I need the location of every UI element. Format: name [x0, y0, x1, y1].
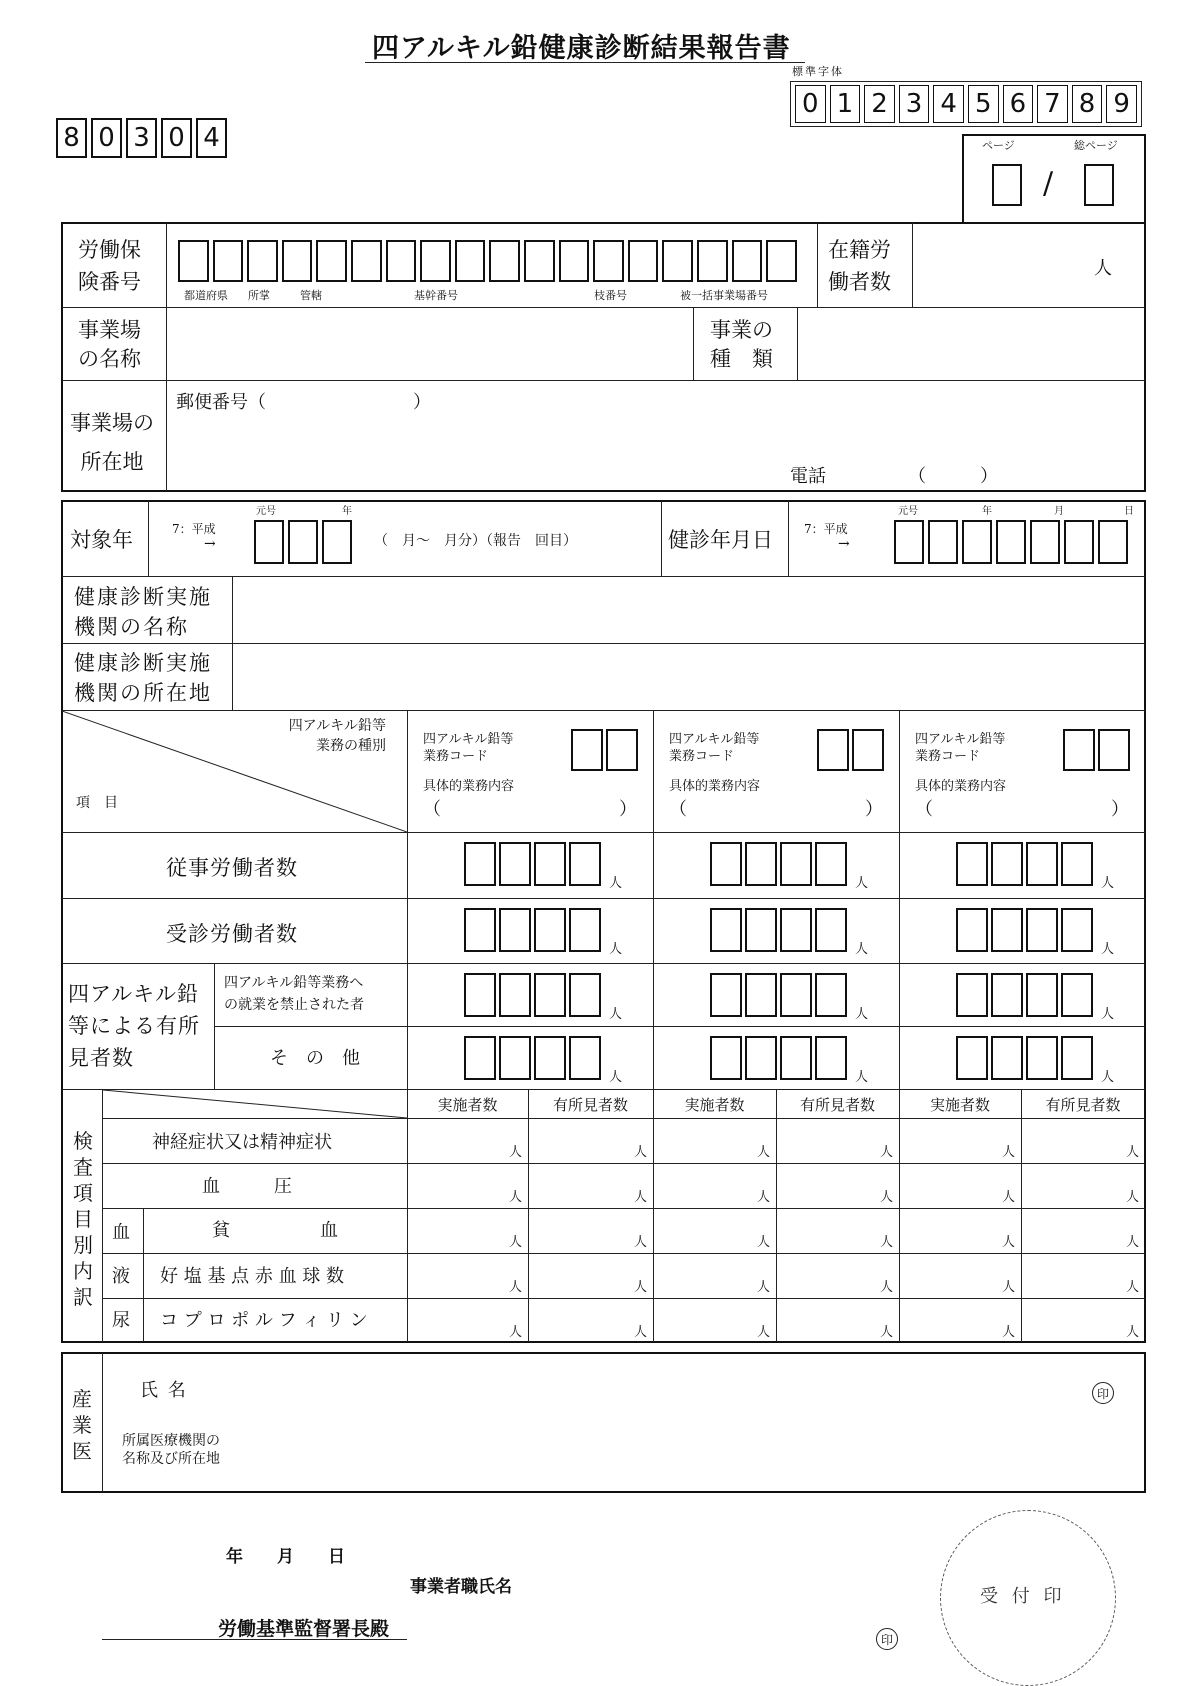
count-digit-box[interactable]: [956, 1036, 988, 1080]
detail-paren-open: （: [669, 799, 687, 820]
work-code-label: 四アルキル鉛等 業務コード: [423, 732, 514, 764]
era-small-label-2: 元号: [898, 506, 918, 517]
items-side-label: 検査項目別内訳: [73, 1129, 93, 1309]
form-title: 四アルキル鉛健康診断結果報告書: [372, 33, 791, 64]
count-digit-box[interactable]: [464, 1036, 496, 1080]
divider: [102, 1353, 103, 1492]
divider: [232, 576, 233, 710]
insurance-number-field[interactable]: [178, 240, 797, 282]
count-digit-box[interactable]: [780, 973, 812, 1017]
item-count-cell[interactable]: [528, 1208, 653, 1252]
person-unit: 人: [609, 1070, 623, 1085]
count-digit-box[interactable]: [1026, 973, 1058, 1017]
row-label-anemia: 貧 血: [212, 1220, 338, 1241]
item-count-cell[interactable]: [528, 1298, 653, 1342]
divider: [788, 501, 789, 576]
item-count-cell[interactable]: [407, 1163, 528, 1207]
person-unit: 人: [508, 1235, 522, 1250]
divider: [148, 501, 149, 576]
col-header: 実施者数: [929, 1096, 990, 1114]
count-digit-box[interactable]: [464, 842, 496, 886]
exam-date-field[interactable]: [894, 520, 1128, 564]
count-digit-box[interactable]: [956, 842, 988, 886]
col-header: 有所見者数: [799, 1096, 875, 1114]
institution-address-field[interactable]: [234, 645, 1144, 709]
insurance-digit-box[interactable]: [455, 240, 486, 282]
prohibited-count-field[interactable]: [464, 973, 601, 1017]
work-code-box[interactable]: [1098, 729, 1130, 771]
count-digit-box[interactable]: [569, 908, 601, 952]
std-digit: 2: [864, 85, 895, 123]
count-digit-box[interactable]: [569, 973, 601, 1017]
insurance-digit-box[interactable]: [697, 240, 728, 282]
phone-field[interactable]: （ ）: [908, 466, 998, 487]
item-count-cell[interactable]: [776, 1298, 899, 1342]
item-count-cell[interactable]: [1021, 1298, 1145, 1342]
insurance-digit-box[interactable]: [559, 240, 590, 282]
person-unit: 人: [855, 942, 869, 957]
count-digit-box[interactable]: [1026, 842, 1058, 886]
person-unit: 人: [756, 1190, 770, 1205]
count-digit-box[interactable]: [710, 908, 742, 952]
count-digit-box[interactable]: [1061, 842, 1093, 886]
count-digit-box[interactable]: [991, 1036, 1023, 1080]
workers-label: 在籍労 働者数: [828, 238, 891, 294]
item-count-cell[interactable]: [653, 1163, 776, 1207]
divider: [214, 963, 215, 1089]
postal-code-field[interactable]: [265, 388, 410, 410]
workers-count-field[interactable]: [914, 224, 1094, 306]
count-digit-box[interactable]: [499, 908, 531, 952]
item-count-cell[interactable]: [899, 1118, 1021, 1162]
institution-address-label: 健康診断実施 機関の所在地: [74, 651, 212, 705]
doctor-side-label: 産業医: [72, 1387, 92, 1463]
item-count-cell[interactable]: [528, 1163, 653, 1207]
address-field[interactable]: [170, 414, 1130, 456]
prohibited-label: 四アルキル鉛等業務へ の就業を禁止された者: [224, 975, 364, 1013]
exam-date-label: 健診年月日: [668, 528, 773, 552]
year-digit-box[interactable]: [254, 520, 284, 564]
count-digit-box[interactable]: [534, 908, 566, 952]
item-count-cell[interactable]: [407, 1253, 528, 1297]
person-unit: 人: [633, 1325, 647, 1340]
insurance-digit-box[interactable]: [247, 240, 278, 282]
item-count-cell[interactable]: [1021, 1163, 1145, 1207]
form-code-digit: 0: [91, 118, 122, 158]
person-unit: 人: [508, 1190, 522, 1205]
person-unit: 人: [879, 1325, 893, 1340]
work-code-label: 四アルキル鉛等 業務コード: [915, 732, 1006, 764]
business-type-label: 事業の 種 類: [710, 318, 773, 371]
divider: [143, 1208, 144, 1342]
urine-label: 尿: [112, 1310, 130, 1331]
engaged-count-field[interactable]: [710, 842, 847, 886]
other-count-field[interactable]: [956, 1036, 1093, 1080]
std-digit: 3: [899, 85, 930, 123]
insurance-digit-box[interactable]: [732, 240, 763, 282]
std-digit: 1: [830, 85, 861, 123]
person-unit: 人: [633, 1190, 647, 1205]
count-digit-box[interactable]: [1061, 908, 1093, 952]
item-count-cell[interactable]: [653, 1208, 776, 1252]
workplace-name-field[interactable]: [168, 309, 692, 379]
item-count-cell[interactable]: [407, 1298, 528, 1342]
person-unit: 人: [633, 1280, 647, 1295]
person-unit: 人: [756, 1145, 770, 1160]
examined-label: 受診労働者数: [166, 922, 298, 946]
date-digit-box[interactable]: [996, 520, 1026, 564]
day-small-label: 日: [1124, 506, 1134, 517]
row-label-coproporphyrin: コ プ ロ ポ ル フ ィ リ ン: [160, 1310, 368, 1331]
work-code-box[interactable]: [852, 729, 884, 771]
affiliation-field[interactable]: [250, 1430, 1130, 1478]
detail-label: 具体的業務内容: [423, 779, 515, 794]
person-unit: 人: [1125, 1235, 1139, 1250]
item-count-cell[interactable]: [1021, 1118, 1145, 1162]
insurance-digit-box[interactable]: [628, 240, 659, 282]
era-label-2: 7：平成: [804, 522, 848, 536]
arrow-2: →: [838, 536, 850, 552]
person-unit: 人: [756, 1280, 770, 1295]
item-count-cell[interactable]: [899, 1298, 1021, 1342]
insurance-digit-box[interactable]: [593, 240, 624, 282]
count-digit-box[interactable]: [991, 973, 1023, 1017]
other-count-field[interactable]: [710, 1036, 847, 1080]
std-digit: 8: [1072, 85, 1103, 123]
count-digit-box[interactable]: [815, 842, 847, 886]
examined-count-field[interactable]: [710, 908, 847, 952]
item-count-cell[interactable]: [776, 1253, 899, 1297]
person-unit: 人: [1101, 876, 1115, 891]
insurance-digit-box[interactable]: [178, 240, 209, 282]
divider: [693, 307, 694, 380]
date-digit-box[interactable]: [1064, 520, 1094, 564]
item-count-cell[interactable]: [407, 1208, 528, 1252]
work-code-box[interactable]: [571, 729, 603, 771]
person-unit: 人: [756, 1325, 770, 1340]
item-count-cell[interactable]: [528, 1118, 653, 1162]
divider: [166, 223, 167, 491]
insurance-digit-box[interactable]: [282, 240, 313, 282]
item-count-cell[interactable]: [528, 1253, 653, 1297]
date-digit-box[interactable]: [928, 520, 958, 564]
insurance-sublabels: 都道府県 所掌 管轄 基幹番号 枝番号 被一括事業場番号: [184, 289, 768, 302]
divider: [102, 1089, 103, 1342]
count-digit-box[interactable]: [815, 973, 847, 1017]
count-digit-box[interactable]: [710, 973, 742, 1017]
count-digit-box[interactable]: [499, 842, 531, 886]
person-unit: 人: [508, 1280, 522, 1295]
office-label: 労働基準監督署長殿: [218, 1618, 390, 1640]
item-count-cell[interactable]: [776, 1163, 899, 1207]
std-font-label: 標準字体: [792, 65, 844, 78]
item-count-cell[interactable]: [776, 1118, 899, 1162]
count-digit-box[interactable]: [991, 908, 1023, 952]
person-unit: 人: [1125, 1190, 1139, 1205]
insurance-digit-box[interactable]: [662, 240, 693, 282]
person-unit: 人: [1101, 1007, 1115, 1022]
blood-label-1: 血: [112, 1222, 130, 1243]
form-code-digit: 8: [56, 118, 87, 158]
person-unit: 人: [1001, 1325, 1015, 1340]
insurance-digit-box[interactable]: [524, 240, 555, 282]
phone-label: 電話: [790, 466, 826, 487]
insurance-label: 労働保 険番号: [78, 238, 141, 294]
title-underline: [365, 62, 805, 63]
doctor-name-label: 氏 名: [140, 1380, 188, 1401]
divider: [797, 307, 798, 380]
divider: [817, 223, 818, 307]
count-digit-box[interactable]: [780, 842, 812, 886]
other-count-field[interactable]: [464, 1036, 601, 1080]
person-unit: 人: [1001, 1280, 1015, 1295]
std-digit: 4: [933, 85, 964, 123]
findings-label: 四アルキル鉛 等による有所 見者数: [68, 982, 200, 1070]
divider: [62, 576, 1145, 577]
person-unit: 人: [609, 942, 623, 957]
count-digit-box[interactable]: [956, 973, 988, 1017]
row-label-bp: 血 圧: [202, 1176, 292, 1197]
person-unit: 人: [609, 1007, 623, 1022]
person-unit: 人: [1125, 1325, 1139, 1340]
examined-count-field[interactable]: [464, 908, 601, 952]
person-unit: 人: [879, 1280, 893, 1295]
person-unit: 人: [1101, 942, 1115, 957]
insurance-digit-box[interactable]: [766, 240, 797, 282]
postal-close: ）: [413, 392, 431, 413]
employer-name-label: 事業者職氏名: [410, 1577, 512, 1597]
std-digits: [790, 81, 1142, 127]
institution-name-label: 健康診断実施 機関の名称: [74, 585, 212, 639]
page-number-field[interactable]: [992, 164, 1022, 206]
count-digit-box[interactable]: [1061, 1036, 1093, 1080]
arrow: →: [204, 536, 216, 552]
form-code: [56, 118, 227, 158]
col-header: 有所見者数: [552, 1096, 628, 1114]
detail-label: 具体的業務内容: [669, 779, 761, 794]
examined-count-field[interactable]: [956, 908, 1093, 952]
detail-field[interactable]: [695, 795, 855, 821]
detail-paren-close: ）: [619, 799, 637, 820]
count-digit-box[interactable]: [991, 842, 1023, 886]
person-unit: 人: [855, 876, 869, 891]
prohibited-count-field[interactable]: [956, 973, 1093, 1017]
person-unit: 人: [1001, 1145, 1015, 1160]
insurance-digit-box[interactable]: [316, 240, 347, 282]
year-small-label: 年: [342, 506, 352, 517]
engaged-label: 従事労働者数: [166, 856, 298, 880]
divider: [661, 501, 662, 576]
row-label-neuro: 神経症状又は精神症状: [152, 1132, 332, 1153]
detail-field[interactable]: [449, 795, 609, 821]
item-count-cell[interactable]: [899, 1163, 1021, 1207]
detail-paren-open: （: [423, 799, 441, 820]
count-digit-box[interactable]: [956, 908, 988, 952]
month-small-label: 月: [1054, 506, 1064, 517]
std-digit: 9: [1106, 85, 1137, 123]
receipt-stamp-label: 受 付 印: [980, 1586, 1066, 1607]
detail-paren-close: ）: [1111, 799, 1129, 820]
count-digit-box[interactable]: [780, 908, 812, 952]
insurance-digit-box[interactable]: [351, 240, 382, 282]
doctor-name-field[interactable]: [200, 1370, 1080, 1404]
divider: [62, 380, 1145, 381]
col-header: 有所見者数: [1045, 1096, 1121, 1114]
divider: [912, 223, 913, 307]
target-year-label: 対象年: [70, 528, 133, 552]
page-label: ページ: [982, 139, 1015, 152]
person-unit: 人: [1101, 1070, 1115, 1085]
detail-label: 具体的業務内容: [915, 779, 1007, 794]
era-small-label: 元号: [256, 506, 276, 517]
person-unit: 人: [1125, 1145, 1139, 1160]
postal-label: 郵便番号（: [176, 392, 266, 413]
col-header: 実施者数: [684, 1096, 745, 1114]
insurance-digit-box[interactable]: [386, 240, 417, 282]
row-label-basophil: 好 塩 基 点 赤 血 球 数: [160, 1266, 345, 1287]
item-count-cell[interactable]: [899, 1208, 1021, 1252]
count-digit-box[interactable]: [745, 973, 777, 1017]
person-unit: 人: [1001, 1235, 1015, 1250]
work-code-box[interactable]: [1063, 729, 1095, 771]
person-unit: 人: [879, 1235, 893, 1250]
person-unit: 人: [633, 1235, 647, 1250]
detail-paren-open: （: [915, 799, 933, 820]
person-unit: 人: [756, 1235, 770, 1250]
employer-seal: 印: [876, 1628, 898, 1650]
date-digit-box[interactable]: [1030, 520, 1060, 564]
person-unit: 人: [879, 1190, 893, 1205]
item-count-cell[interactable]: [899, 1253, 1021, 1297]
year-small-label-2: 年: [982, 506, 992, 517]
address-label: 事業場の 所在地: [70, 411, 154, 474]
count-digit-box[interactable]: [1061, 973, 1093, 1017]
count-digit-box[interactable]: [534, 1036, 566, 1080]
divider: [62, 643, 1145, 644]
work-code-label: 四アルキル鉛等 業務コード: [669, 732, 760, 764]
person-unit: 人: [508, 1325, 522, 1340]
item-count-cell[interactable]: [776, 1208, 899, 1252]
employer-name-field[interactable]: [540, 1566, 870, 1596]
date-digit-box[interactable]: [1098, 520, 1128, 564]
work-code-field[interactable]: [1063, 729, 1130, 771]
std-digit: 5: [968, 85, 999, 123]
doctor-seal: 印: [1092, 1382, 1114, 1404]
count-digit-box[interactable]: [569, 842, 601, 886]
item-count-cell[interactable]: [407, 1118, 528, 1162]
form-code-digit: 4: [196, 118, 227, 158]
date-label: 年 月 日: [226, 1547, 345, 1567]
item-count-cell[interactable]: [1021, 1208, 1145, 1252]
form-code-digit: 0: [161, 118, 192, 158]
person-unit: 人: [879, 1145, 893, 1160]
col-header: 実施者数: [437, 1096, 498, 1114]
office-underline: [102, 1639, 407, 1640]
target-year-field[interactable]: [254, 520, 352, 564]
count-digit-box[interactable]: [745, 908, 777, 952]
item-count-cell[interactable]: [653, 1253, 776, 1297]
person-unit: 人: [1001, 1190, 1015, 1205]
item-count-cell[interactable]: [653, 1298, 776, 1342]
count-digit-box[interactable]: [569, 1036, 601, 1080]
count-digit-box[interactable]: [710, 1036, 742, 1080]
total-pages-field[interactable]: [1084, 164, 1114, 206]
count-digit-box[interactable]: [534, 973, 566, 1017]
engaged-count-field[interactable]: [464, 842, 601, 886]
std-digit: 7: [1037, 85, 1068, 123]
blood-label-2: 液: [112, 1266, 130, 1287]
count-digit-box[interactable]: [1026, 1036, 1058, 1080]
person-unit: 人: [609, 876, 623, 891]
person-unit: 人: [633, 1145, 647, 1160]
total-pages-label: 総ページ: [1074, 139, 1118, 152]
affiliation-label: 所属医療機関の 名称及び所在地: [122, 1433, 220, 1467]
era-label: 7：平成: [172, 522, 216, 536]
year-digit-box[interactable]: [322, 520, 352, 564]
work-code-box[interactable]: [817, 729, 849, 771]
item-count-cell[interactable]: [653, 1118, 776, 1162]
std-digit: 6: [1003, 85, 1034, 123]
count-digit-box[interactable]: [780, 1036, 812, 1080]
work-code-field[interactable]: [571, 729, 638, 771]
engaged-count-field[interactable]: [956, 842, 1093, 886]
period-text: （ 月～ 月分）（報告 回目）: [374, 533, 577, 549]
work-type-header: 四アルキル鉛等 業務の種別: [288, 718, 386, 754]
person-unit: 人: [855, 1070, 869, 1085]
detail-paren-close: ）: [865, 799, 883, 820]
detail-field[interactable]: [941, 795, 1101, 821]
prohibited-count-field[interactable]: [710, 973, 847, 1017]
date-digit-box[interactable]: [894, 520, 924, 564]
count-digit-box[interactable]: [745, 842, 777, 886]
person-unit: 人: [508, 1145, 522, 1160]
count-digit-box[interactable]: [710, 842, 742, 886]
count-digit-box[interactable]: [534, 842, 566, 886]
workplace-name-label: 事業場 の名称: [78, 318, 141, 371]
std-digit: 0: [795, 85, 826, 123]
count-digit-box[interactable]: [464, 973, 496, 1017]
count-digit-box[interactable]: [745, 1036, 777, 1080]
institution-name-field[interactable]: [234, 578, 1144, 642]
person-unit: 人: [1125, 1280, 1139, 1295]
work-code-field[interactable]: [817, 729, 884, 771]
date-digit-box[interactable]: [962, 520, 992, 564]
insurance-digit-box[interactable]: [489, 240, 520, 282]
form-code-digit: 3: [126, 118, 157, 158]
count-digit-box[interactable]: [815, 1036, 847, 1080]
business-type-field[interactable]: [799, 309, 1144, 379]
insurance-digit-box[interactable]: [420, 240, 451, 282]
item-header: 項 目: [76, 795, 118, 811]
count-digit-box[interactable]: [1026, 908, 1058, 952]
divider: [62, 307, 1145, 308]
year-digit-box[interactable]: [288, 520, 318, 564]
count-digit-box[interactable]: [464, 908, 496, 952]
item-count-cell[interactable]: [1021, 1253, 1145, 1297]
other-label: そ の 他: [270, 1048, 360, 1069]
items-diagonal: [103, 1090, 407, 1118]
count-digit-box[interactable]: [499, 973, 531, 1017]
page-slash: /: [1043, 166, 1054, 201]
work-code-box[interactable]: [606, 729, 638, 771]
person-unit: 人: [855, 1007, 869, 1022]
count-digit-box[interactable]: [815, 908, 847, 952]
insurance-digit-box[interactable]: [213, 240, 244, 282]
workers-unit: 人: [1094, 258, 1112, 279]
count-digit-box[interactable]: [499, 1036, 531, 1080]
